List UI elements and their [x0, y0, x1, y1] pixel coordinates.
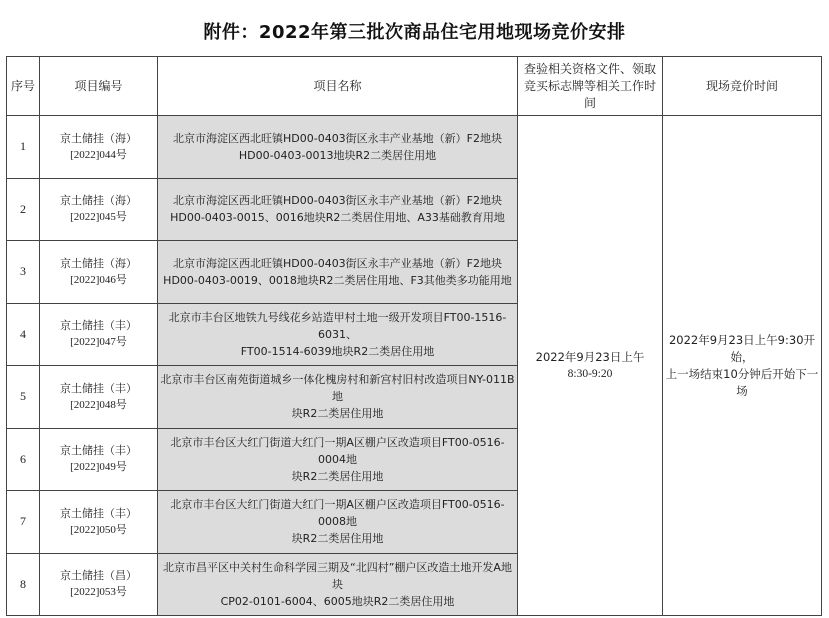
row-name: 北京市丰台区南苑街道城乡一体化槐房村和新宫村旧村改造项目NY-011B地 块R2二类居住用地	[158, 366, 518, 429]
row-name: 北京市丰台区大红门街道大红门一期A区棚户区改造项目FT00-0516-0004地 块R2二类居住用地	[158, 428, 518, 491]
row-name: 北京市昌平区中关村生命科学园三期及“北四村”棚户区改造土地开发A地块 CP02-0101-6004、6005地块R2二类居住用地	[158, 553, 518, 616]
row-code: 京土储挂（昌） [2022]053号	[40, 553, 158, 616]
page-title: 附件：2022年第三批次商品住宅用地现场竞价安排	[203, 22, 626, 43]
row-seq: 7	[7, 491, 40, 554]
row-code: 京土储挂（海） [2022]045号	[40, 178, 158, 241]
row-name: 北京市海淀区西北旺镇HD00-0403街区永丰产业基地（新）F2地块 HD00-0403-0015、0016地块R2二类居住用地、A33基础教育用地	[158, 178, 518, 241]
row-seq: 5	[7, 366, 40, 429]
header-code: 项目编号	[40, 57, 158, 116]
row-code: 京土储挂（丰） [2022]047号	[40, 303, 158, 366]
header-auction-time: 现场竞价时间	[663, 57, 822, 116]
row-name: 北京市丰台区大红门街道大红门一期A区棚户区改造项目FT00-0516-0008地 块R2二类居住用地	[158, 491, 518, 554]
row-name: 北京市丰台区地铁九号线花乡站造甲村土地一级开发项目FT00-1516-6031、 FT00-1514-6039地块R2二类居住用地	[158, 303, 518, 366]
row-seq: 6	[7, 428, 40, 491]
row-code: 京土储挂（海） [2022]046号	[40, 241, 158, 304]
row-code: 京土储挂（丰） [2022]049号	[40, 428, 158, 491]
header-check-time: 查验相关资格文件、领取竞买标志牌等相关工作时间	[518, 57, 663, 116]
row-seq: 3	[7, 241, 40, 304]
row-code: 京土储挂（丰） [2022]048号	[40, 366, 158, 429]
row-seq: 1	[7, 116, 40, 179]
auction-time-cell: 2022年9月23日上午9:30开始， 上一场结束10分钟后开始下一 场	[663, 116, 822, 616]
row-name: 北京市海淀区西北旺镇HD00-0403街区永丰产业基地（新）F2地块 HD00-0403-0013地块R2二类居住用地	[158, 116, 518, 179]
row-seq: 2	[7, 178, 40, 241]
row-name: 北京市海淀区西北旺镇HD00-0403街区永丰产业基地（新）F2地块 HD00-0403-0019、0018地块R2二类居住用地、F3其他类多功能用地	[158, 241, 518, 304]
row-seq: 4	[7, 303, 40, 366]
auction-schedule-table	[6, 56, 822, 616]
header-row	[7, 57, 822, 116]
header-name: 项目名称	[158, 57, 518, 116]
row-code: 京土储挂（丰） [2022]050号	[40, 491, 158, 554]
table-row	[7, 116, 822, 179]
header-seq: 序号	[7, 57, 40, 116]
check-time-cell: 2022年9月23日上午 8:30-9:20	[518, 116, 663, 616]
row-seq: 8	[7, 553, 40, 616]
row-code: 京土储挂（海） [2022]044号	[40, 116, 158, 179]
